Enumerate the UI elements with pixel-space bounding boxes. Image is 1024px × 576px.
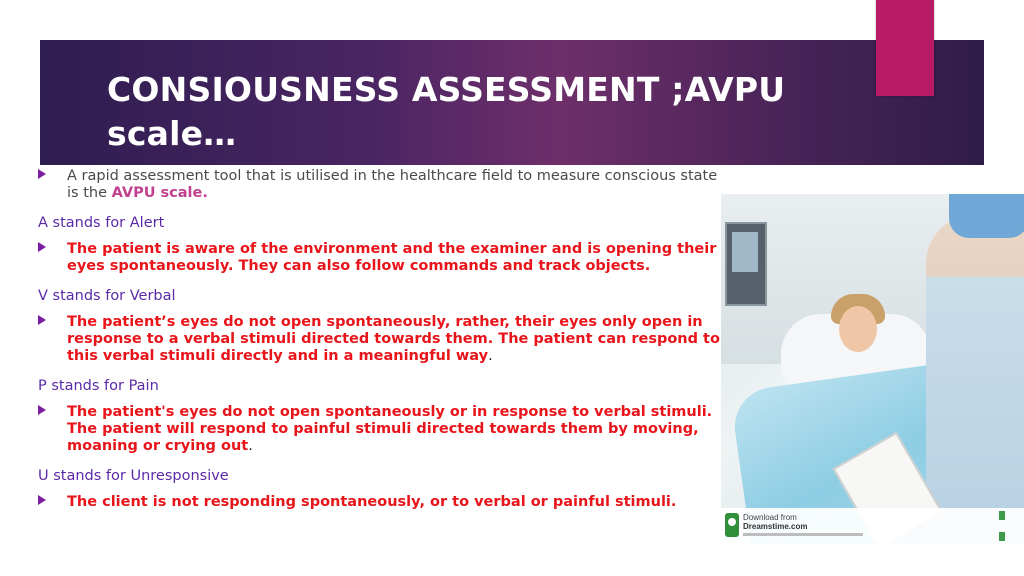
section-bullet-unresponsive [38,494,720,511]
bullet-arrow-icon [38,242,46,252]
section-bullet-alert [38,241,720,275]
surgical-cap [949,194,1024,238]
medical-monitor-icon [725,222,767,306]
bullet-arrow-icon [38,405,46,415]
bullet-tail: . [248,438,253,454]
photo-doctor [926,214,1024,544]
bullet-tail: . [488,348,493,364]
accent-tab [876,0,934,96]
watermark-mark-icon [999,511,1005,541]
bullet-text: The patient's eyes do not open spontaneously or in response to verbal stimuli. The patient will respond to painful stimuli directed towards them by moving, moaning or crying out [67,404,713,454]
dreamstime-logo-icon [725,513,739,537]
stock-watermark [721,508,1024,544]
patient-face [839,306,877,352]
bullet-arrow-icon [38,315,46,325]
bullet-text: The client is not responding spontaneously, or to verbal or painful stimuli. [67,494,677,510]
intro-text: A rapid assessment tool that is utilised in the healthcare field to measure conscious state is the [67,168,718,201]
slide-content [38,165,720,511]
section-heading-alert: A stands for Alert [38,215,165,231]
section-bullet-verbal [38,314,720,365]
bullet-text: The patient is aware of the environment and the examiner and is opening their eyes spontaneously. They can also follow commands and track objects. [67,241,717,274]
watermark-line2: Dreamstime.com [743,522,808,531]
section-bullet-pain [38,404,720,455]
bullet-arrow-icon [38,169,46,179]
section-heading-verbal: V stands for Verbal [38,288,176,304]
intro-highlight: AVPU scale. [111,185,208,201]
watermark-fine-print [743,533,863,536]
section-heading-pain: P stands for Pain [38,378,159,394]
bullet-text: The patient’s eyes do not open spontaneously, rather, their eyes only open in response to a verbal stimuli directed towards them. The patient can respond to this verbal stimuli directly and in a meaningful way [67,314,720,364]
slide-title: CONSIOUSNESS ASSESSMENT ;AVPU scale… [107,70,786,153]
bullet-arrow-icon [38,495,46,505]
section-heading-unresponsive: U stands for Unresponsive [38,468,229,484]
watermark-line1: Download from [743,513,797,522]
hospital-patient-photo [721,194,1024,544]
intro-bullet [38,168,720,202]
